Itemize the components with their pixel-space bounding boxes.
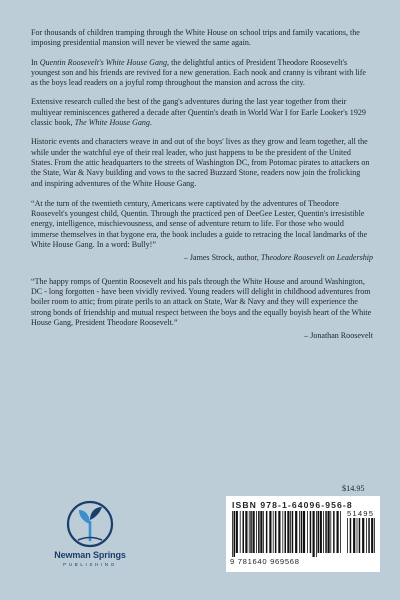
barcode-bar [287, 511, 289, 553]
barcode-bar [371, 518, 373, 553]
endorsement-attribution-2: – Jonathan Roosevelt [304, 331, 373, 341]
barcode-bar [278, 511, 280, 553]
isbn-barcode [226, 496, 380, 572]
intro-paragraph: For thousands of children tramping through the White House on school trips and family vacations, the imposing presidential mansion will never be viewed the same again. [31, 28, 360, 48]
barcode-bar [273, 511, 274, 553]
publisher-name: Newman Springs [54, 550, 126, 560]
back-cover-text [31, 28, 373, 354]
sprout-logo-icon [40, 500, 140, 550]
barcode-bar [243, 511, 245, 553]
description-paragraph: In Quentin Roosevelt's White House Gang, the delightful antics of President Theodore Roosevelt's youngest son and his friends are revived for a new generation. Each nook and cranny is vibrant with life as the boys lead readers on a joyful romp throughout the mansion and across the city. [31, 57, 366, 88]
barcode-bar [290, 511, 291, 553]
barcode-bar [234, 511, 236, 557]
barcode-bar [282, 511, 283, 553]
barcode-bar [275, 511, 277, 553]
barcode-bar [266, 511, 268, 553]
barcode-bar [258, 511, 260, 553]
barcode-bar [232, 511, 233, 557]
endorsement-quote-2: “The happy romps of Quentin Roosevelt and his pals through the White House and around Washington, DC - long forgotten - have been vividly revived. Young readers will delight in childhood adventures from boiler room to attic; from pirate perils to an attack on State, War & Navy and they will experience the strong bonds of friendship and mutual respect between the boys and the equally boyish heart of the White House Gang, President Theodore Roosevelt.” [31, 276, 372, 327]
endorsement-attribution-1: – James Strock, author, Theodore Roosevelt on Leadership [183, 253, 373, 263]
barcode-bar [269, 511, 271, 553]
barcode-bar [337, 511, 339, 553]
barcode-bar [240, 511, 241, 553]
barcode-bar [236, 511, 238, 553]
barcode-bar [292, 511, 294, 553]
barcode-bar [245, 511, 247, 553]
barcode-bar [285, 511, 287, 553]
endorsement-quote-1: “At the turn of the twentieth century, Americans were captivated by the adventures of Theodore Roosevelt's youngest child, Quentin. Through the practiced pen of DeeGee Lester, Quentin's irresistible energy, intelligence, mischievousness, and sense of adventure return to life. For those who would immerse themselves in that bygone era, the book includes a guide to retracing the local landmarks of the White House Gang. In a word: Bully!” [31, 198, 368, 250]
price-addon-bars [347, 518, 375, 557]
barcode-bar [295, 511, 297, 553]
barcode-bar [328, 511, 330, 553]
barcode-bar [330, 511, 331, 553]
barcode-bar [340, 511, 341, 553]
barcode-bar [323, 511, 324, 553]
barcode-bar [374, 518, 375, 553]
barcode-bar [310, 511, 312, 553]
barcode-bar [301, 511, 303, 553]
barcode-bar [362, 518, 364, 553]
publisher-sub: PUBLISHING [63, 562, 117, 567]
barcode-bar [313, 511, 315, 557]
barcode-bar [357, 518, 358, 553]
barcode-bar [250, 511, 252, 553]
barcode-bar [316, 511, 317, 557]
price-addon-digits: 51495 [347, 509, 375, 518]
ean-barcode-bars [232, 511, 342, 557]
barcode-bar [318, 511, 320, 553]
barcode-bar [353, 518, 355, 553]
barcode-bar [320, 511, 322, 553]
barcode-bar [307, 511, 308, 553]
barcode-bar [260, 511, 262, 553]
barcode-bar [333, 511, 335, 553]
barcode-bar [347, 518, 348, 553]
story-paragraph: Historic events and characters weave in and out of the boys' lives as they grow and learn together, all the while under the watchful eye of their real leader, who just happens to be the president of the United States. From the attic headquarters to the streets of Washington DC, from Potomac pirates to attackers on the State, War & Navy building and vows to the sacred Buzzard Stone, readers now join the frolicking and inspiring adventures of the White House Gang. [31, 137, 370, 188]
barcode-bar [299, 511, 300, 553]
barcode-bar [350, 518, 352, 553]
price-label: $14.95 [342, 484, 365, 493]
barcode-bar [325, 511, 327, 553]
barcode-bar [303, 511, 305, 553]
isbn-label: ISBN 978-1-64096-956-8 [232, 500, 353, 510]
barcode-bar [263, 511, 264, 553]
ean-digits: 9 781640 969568 [230, 557, 300, 566]
barcode-bar [253, 511, 255, 553]
research-paragraph: Extensive research culled the best of the gang's adventures during the last year together from their multiyear reminiscences gathered a decade after Quentin's death in World War I for Earle Looker's 1929 classic book, The White House Gang. [31, 97, 366, 128]
barcode-bar [368, 518, 370, 553]
barcode-bar [249, 511, 250, 553]
barcode-bar [256, 511, 257, 553]
barcode-bar [366, 518, 367, 553]
publisher-logo [40, 500, 140, 580]
barcode-bar [359, 518, 361, 553]
